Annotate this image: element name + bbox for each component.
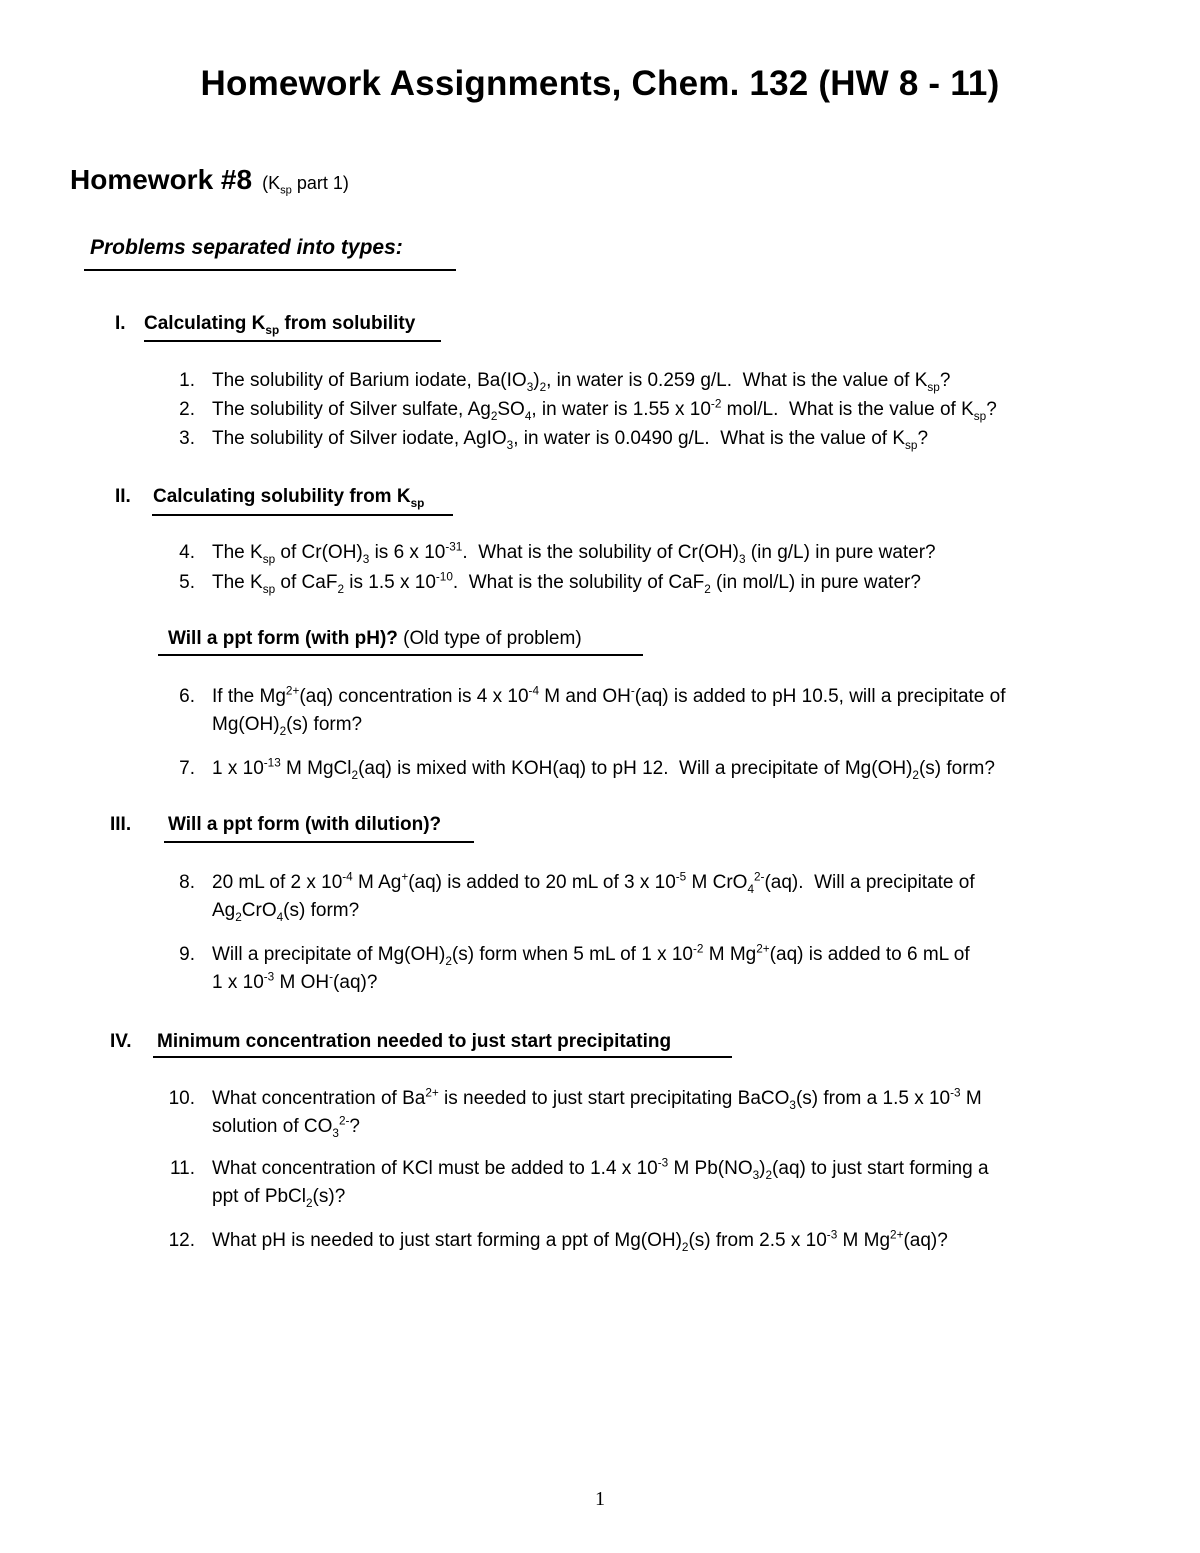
section-title: Calculating $K_{sp}$ from solubility (144, 313, 416, 337)
section-title: Minimum concentration needed to just start precipitating (157, 1031, 672, 1052)
page-title: Homework Assignments, Chem. 132 (HW 8 - 11) (200, 64, 1000, 103)
section-note: (Old type of problem) (397, 628, 582, 649)
problem-number: 4. (179, 542, 195, 563)
problem-text: What concentration of KCl must be added to 1.4 x $10^{-3}$ M $Pb(NO_3)_2(aq)$ to just start forming a (212, 1156, 989, 1182)
section-title: Calculating solubility from $K_{sp}$ (153, 486, 425, 510)
problem-number: 6. (179, 686, 195, 707)
homework-subtitle: ($K_{sp}$ part 1) (262, 173, 349, 197)
problem-text: Will a precipitate of $Mg(OH)_2(s)$ form when 5 mL of 1 x $10^{-2}$ M $Mg^{2+}(aq)$ is added to 6 mL of (212, 942, 970, 968)
problem-text-continued: $Mg(OH)_2(s)$ form? (212, 714, 363, 738)
problem-text: What concentration of $Ba^{2+}$ is needed to just start precipitating BaCO$_3$(s) from a 1.5 x $10^{-3}$ M (212, 1086, 982, 1112)
section-underline (164, 841, 474, 843)
problem-text: What pH is needed to just start forming a ppt of $Mg(OH)_2(s)$ from 2.5 x $10^{-3}$ M $Mg^{2+}(aq)$? (212, 1228, 948, 1254)
section-numeral: II. (115, 486, 131, 507)
problem-text-continued: solution of $CO_3^{2-}$? (212, 1114, 360, 1140)
problem-text: The $K_{sp}$ of $Cr(OH)_3$ is 6 x $10^{-31}$. What is the solubility of $Cr(OH)_3$ (in g/L) in pure water? (212, 540, 936, 566)
problem-number: 2. (179, 399, 195, 420)
problem-text: The solubility of Barium iodate, $Ba(IO_3)_2$, in water is 0.259 g/L. What is the value of $K_{sp}$? (212, 370, 951, 394)
section-underline (144, 340, 441, 342)
problem-text: The solubility of Silver iodate, AgIO$_3$, in water is 0.0490 g/L. What is the value of $K_{sp}$? (212, 428, 929, 452)
page-number: 1 (595, 1488, 605, 1510)
problem-text-continued: $Ag_2CrO_4(s)$ form? (212, 900, 360, 924)
problem-number: 3. (179, 428, 195, 449)
problem-number: 7. (179, 758, 195, 779)
problem-text-continued: ppt of PbCl$_2$(s)? (212, 1186, 346, 1210)
section-underline (152, 514, 453, 516)
problem-number: 1. (179, 370, 195, 391)
problem-number: 5. (179, 572, 195, 593)
section-numeral: III. (110, 814, 132, 835)
problem-text: The solubility of Silver sulfate, $Ag_2SO_4$, in water is 1.55 x $10^{-2}$ mol/L. What is the value of $K_{sp}$? (212, 397, 997, 423)
problem-number: 12. (168, 1230, 195, 1251)
problem-number: 11. (169, 1158, 195, 1179)
section-title: Will a ppt form (with pH)? (Old type of problem) (168, 628, 582, 649)
problem-text: If the $Mg^{2+}(aq)$ concentration is 4 x $10^{-4}$ M and OH-(aq) is added to pH 10.5, will a precipitate of (212, 684, 1006, 707)
homework-heading (70, 164, 349, 196)
problem-text: 20 mL of 2 x $10^{-4}$ M Ag+(aq) is added to 20 mL of 3 x $10^{-5}$ M CrO$_4^{2-}$(aq). Will a precipitate of (212, 870, 975, 896)
problem-number: 8. (179, 872, 195, 893)
section-numeral: IV. (110, 1031, 132, 1052)
problem-number: 10. (168, 1088, 195, 1109)
types-heading-underline (84, 269, 456, 271)
section-underline (153, 1056, 732, 1058)
problem-text-continued: 1 x $10^{-3}$ M OH-(aq)? (212, 970, 378, 993)
homework-heading-text: Homework #8 (70, 164, 253, 195)
section-underline (158, 654, 643, 656)
section-title: Will a ppt form (with dilution)? (168, 814, 442, 835)
types-heading: Problems separated into types: (90, 236, 403, 259)
problem-text: 1 x $10^{-13}$ M MgCl$_2$(aq) is mixed with KOH(aq) to pH 12. Will a precipitate of $Mg(OH)_2(s)$ form? (212, 756, 995, 782)
section-numeral: I. (115, 313, 126, 334)
problem-number: 9. (179, 944, 195, 965)
problem-text: The $K_{sp}$ of CaF$_2$ is 1.5 x $10^{-10}$. What is the solubility of CaF$_2$ (in mol/L) in pure water? (212, 570, 921, 596)
